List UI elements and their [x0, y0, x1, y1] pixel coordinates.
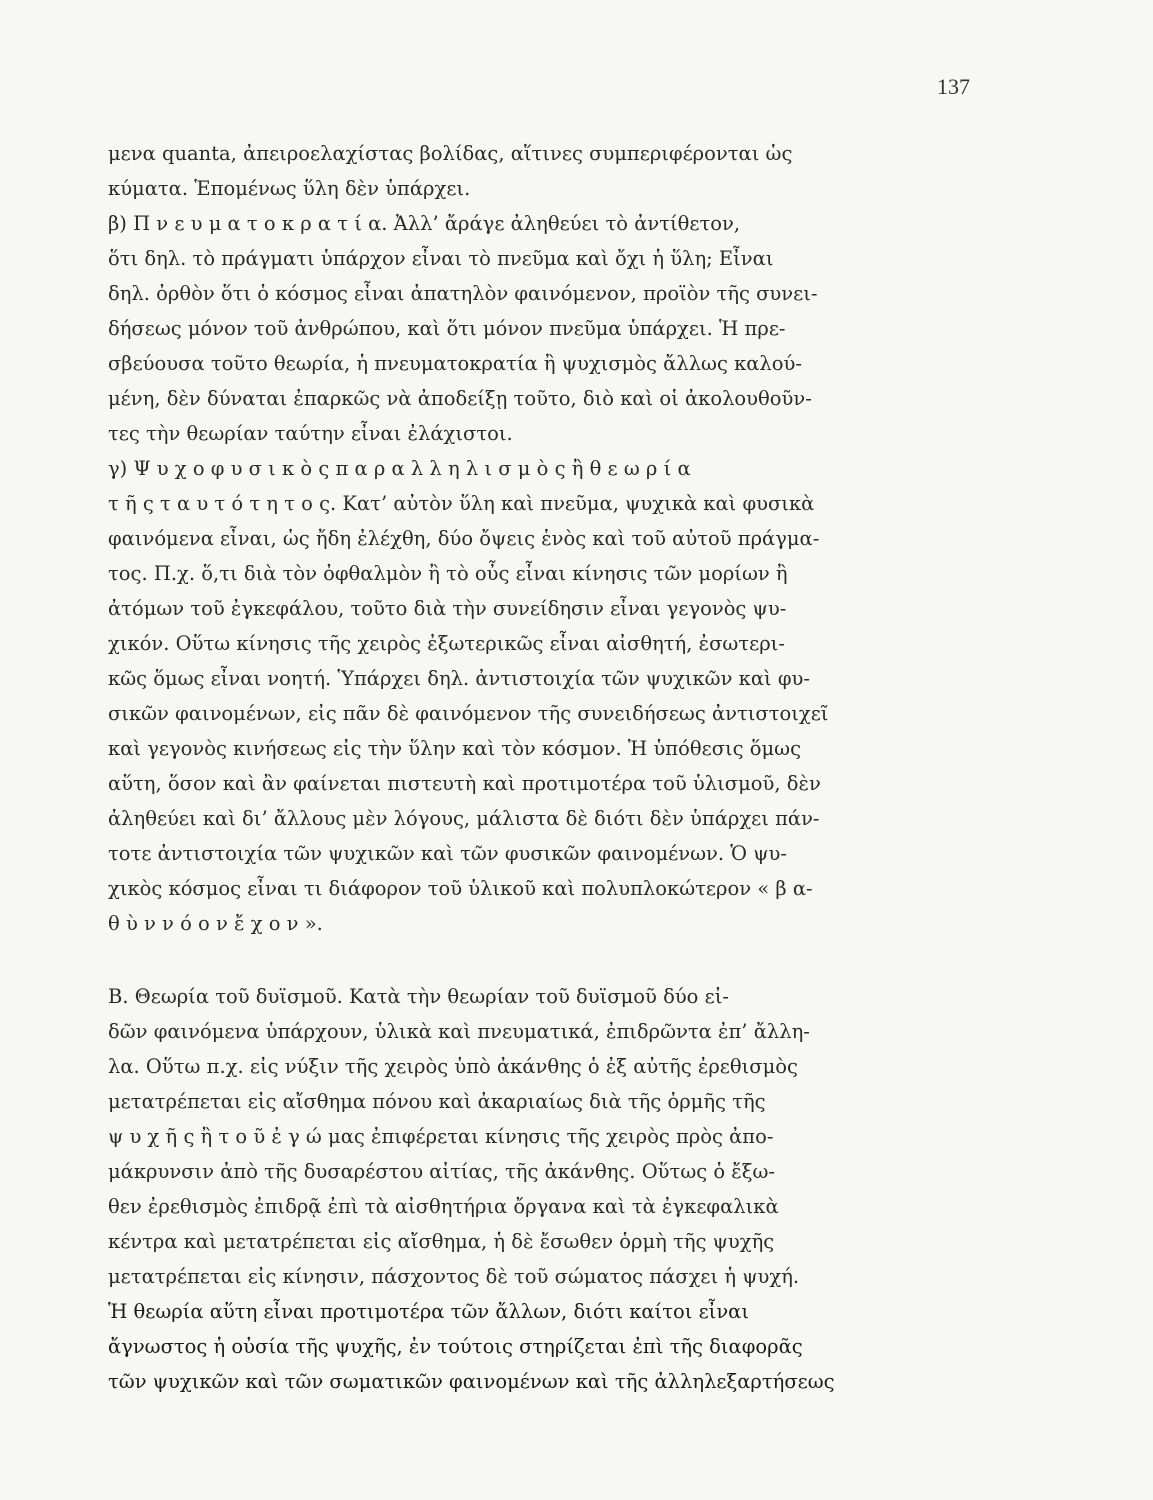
paragraph-gap	[108, 941, 968, 979]
text-line: δήσεως μόνον τοῦ ἀνθρώπου, καὶ ὅτι μόνον πνεῦμα ὑπάρχει. Ἡ πρε-	[108, 317, 786, 340]
text-line: γ) Ψ υ χ ο φ υ σ ι κ ὸ ς π α ρ α λ λ η λ ι σ μ ὸ ς ἢ θ ε ω ρ ί α	[108, 457, 691, 480]
text-line: σικῶν φαινομένων, εἰς πᾶν δὲ φαινόμενον τῆς συνειδήσεως ἀντιστοιχεῖ	[108, 702, 829, 725]
text-line: τ ῆ ς τ α υ τ ό τ η τ ο ς. Κατ’ αὐτὸν ὕλη καὶ πνεῦμα, ψυχικὰ καὶ φυσικὰ	[108, 492, 815, 515]
text-line: κῶς ὅμως εἶναι νοητή. Ὑπάρχει δηλ. ἀντιστοιχία τῶν ψυχικῶν καὶ φυ-	[108, 667, 810, 690]
text-line: β) Π ν ε υ μ α τ ο κ ρ α τ ί α. Ἀλλ’ ἄράγε ἀληθεύει τὸ ἀντίθετον,	[108, 212, 741, 235]
text-line: κέντρα καὶ μετατρέπεται εἰς αἴσθημα, ἡ δὲ ἔσωθεν ὁρμὴ τῆς ψυχῆς	[108, 1230, 775, 1253]
text-line: τῶν ψυχικῶν καὶ τῶν σωματικῶν φαινομένων καὶ τῆς ἀλληλεξαρτήσεως	[108, 1370, 835, 1393]
text-line: κύματα. Ἑπομένως ὕλη δὲν ὑπάρχει.	[108, 177, 471, 200]
text-line: καὶ γεγονὸς κινήσεως εἰς τὴν ὕλην καὶ τὸν κόσμον. Ἡ ὑπόθεσις ὅμως	[108, 737, 802, 760]
text-line: ψ υ χ ῆ ς ἢ τ ο ῦ ἐ γ ώ μας ἐπιφέρεται κίνησις τῆς χειρὸς πρὸς ἀπο-	[108, 1125, 774, 1148]
text-line: θεν ἐρεθισμὸς ἐπιδρᾷ ἐπὶ τὰ αἰσθητήρια ὄργανα καὶ τὰ ἐγκεφαλικὰ	[108, 1195, 779, 1218]
text-line: μενα quanta, ἀπειροελαχίστας βολίδας, αἵτινες συμπεριφέρονται ὡς	[108, 142, 793, 165]
text-line: μένη, δὲν δύναται ἐπαρκῶς νὰ ἀποδείξῃ τοῦτο, διὸ καὶ οἱ ἀκολουθοῦν-	[108, 387, 812, 410]
page-number: 137	[937, 74, 970, 99]
text-line: φαινόμενα εἶναι, ὡς ἤδη ἐλέχθη, δύο ὄψεις ἑνὸς καὶ τοῦ αὐτοῦ πράγμα-	[108, 527, 820, 550]
text-line: Β. Θεωρία τοῦ δυϊσμοῦ. Κατὰ τὴν θεωρίαν τοῦ δυϊσμοῦ δύο εἰ-	[108, 985, 729, 1008]
text-line: αὕτη, ὅσον καὶ ἂν φαίνεται πιστευτὴ καὶ προτιμοτέρα τοῦ ὑλισμοῦ, δὲν	[108, 772, 821, 795]
text-line: ἄγνωστος ἡ οὐσία τῆς ψυχῆς, ἐν τούτοις στηρίζεται ἐπὶ τῆς διαφορᾶς	[108, 1335, 803, 1358]
text-line: χικόν. Οὕτω κίνησις τῆς χειρὸς ἐξωτερικῶς εἶναι αἰσθητή, ἐσωτερι-	[108, 632, 785, 655]
text-line: μάκρυνσιν ἀπὸ τῆς δυσαρέστου αἰτίας, τῆς ἀκάνθης. Οὕτως ὁ ἔξω-	[108, 1160, 775, 1183]
text-line: τος. Π.χ. ὅ,τι διὰ τὸν ὀφθαλμὸν ἢ τὸ οὖς εἶναι κίνησις τῶν μορίων ἢ	[108, 562, 788, 585]
text-line: μετατρέπεται εἰς κίνησιν, πάσχοντος δὲ τοῦ σώματος πάσχει ἡ ψυχή.	[108, 1265, 800, 1288]
page-body-text	[108, 136, 968, 1399]
text-line: χικὸς κόσμος εἶναι τι διάφορον τοῦ ὑλικοῦ καὶ πολυπλοκώτερον « β α-	[108, 877, 813, 900]
text-line: σβεύουσα τοῦτο θεωρία, ἡ πνευματοκρατία ἢ ψυχισμὸς ἄλλως καλού-	[108, 352, 802, 375]
text-line: δῶν φαινόμενα ὑπάρχουν, ὑλικὰ καὶ πνευματικά, ἐπιδρῶντα ἐπ’ ἄλλη-	[108, 1020, 810, 1043]
text-line: Ἡ θεωρία αὕτη εἶναι προτιμοτέρα τῶν ἄλλων, διότι καίτοι εἶναι	[108, 1300, 749, 1323]
text-line: ὅτι δηλ. τὸ πράγματι ὑπάρχον εἶναι τὸ πνεῦμα καὶ ὄχι ἡ ὕλη; Εἶναι	[108, 247, 774, 270]
text-line: δηλ. ὀρθὸν ὅτι ὁ κόσμος εἶναι ἀπατηλὸν φαινόμενον, προϊὸν τῆς συνει-	[108, 282, 818, 305]
text-line: μετατρέπεται εἰς αἴσθημα πόνου καὶ ἀκαριαίως διὰ τῆς ὁρμῆς τῆς	[108, 1090, 766, 1113]
text-line: τες τὴν θεωρίαν ταύτην εἶναι ἐλάχιστοι.	[108, 422, 513, 445]
text-line: θ ὺ ν ν ό ο ν ἔ χ ο ν ».	[108, 912, 323, 935]
text-line: ἀτόμων τοῦ ἐγκεφάλου, τοῦτο διὰ τὴν συνείδησιν εἶναι γεγονὸς ψυ-	[108, 597, 787, 620]
text-line: τοτε ἀντιστοιχία τῶν ψυχικῶν καὶ τῶν φυσικῶν φαινομένων. Ὁ ψυ-	[108, 842, 787, 865]
text-line: λα. Οὕτω π.χ. εἰς νύξιν τῆς χειρὸς ὑπὸ ἀκάνθης ὁ ἐξ αὐτῆς ἐρεθισμὸς	[108, 1055, 798, 1078]
text-line: ἀληθεύει καὶ δι’ ἄλλους μὲν λόγους, μάλιστα δὲ διότι δὲν ὑπάρχει πάν-	[108, 807, 820, 830]
